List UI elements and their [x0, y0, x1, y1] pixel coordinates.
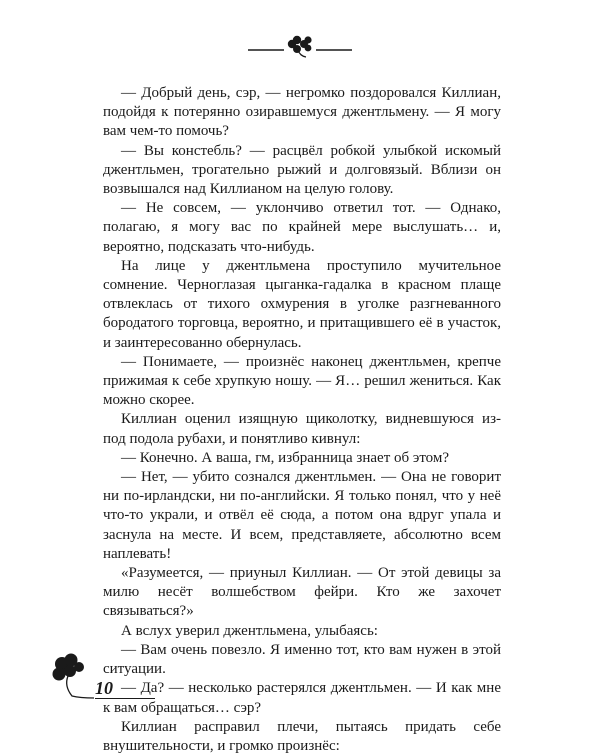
footer-clover-icon	[42, 650, 102, 700]
paragraph: — Понимаете, — произнёс наконец джентльмен, крепче прижимая к себе хрупкую ношу. — Я… решил жениться. Как можно скорее.	[103, 353, 501, 409]
paragraph: — Нет, — убито сознался джентльмен. — Она не говорит ни по-ирландски, ни по-английски. Я только понял, что у неё что-то украли, и отвёл её сюда, а потом она вдруг упала и заснула на месте. И всем, представляете, абсолютно всем наплевать!	[103, 469, 501, 562]
paragraph: А вслух уверил джентльмена, улыбаясь:	[121, 622, 378, 639]
body-text	[103, 84, 501, 756]
paragraph: Киллиан расправил плечи, пытаясь придать себе внушительности, и громко произнёс:	[103, 718, 501, 754]
paragraph: — Не совсем, — уклончиво ответил тот. — Однако, полагаю, я могу вас по крайней мере выслушать… и, вероятно, подсказать что-нибудь.	[103, 200, 501, 255]
footer-divider	[95, 698, 155, 699]
paragraph: «Разумеется, — приуныл Киллиан. — От этой девицы за милю несёт волшебством фейри. Кто же захочет связываться?»	[103, 565, 501, 620]
page-number: 10	[95, 678, 113, 698]
paragraph: На лице у джентльмена проступило мучительное сомнение. Черноглазая цыганка-гадалка в красном плаще отвлеклась от тихого охмурения в уголке разгневанного бородатого торговца, вероятно, и притащившего её в участок, и заинтересованно обернулась.	[103, 257, 501, 351]
top-clover-ornament-icon	[240, 30, 360, 62]
paragraph: — Вам очень повезло. Я именно тот, кто вам нужен в этой ситуации.	[103, 641, 501, 678]
paragraph: — Вы констебль? — расцвёл робкой улыбкой искомый джентльмен, трогательно рыжий и долговязый. Вблизи он возвышался над Киллианом на целую голову.	[103, 142, 501, 198]
paragraph: — Да? — несколько растерялся джентльмен. — И как мне к вам обращаться… сэр?	[103, 680, 501, 716]
paragraph: — Добрый день, сэр, — негромко поздоровался Киллиан, подойдя к потерянно озиравшемуся джентльмену. — Я могу вам чем-то помочь?	[103, 85, 501, 140]
paragraph: Киллиан оценил изящную щиколотку, видневшуюся из-под подола рубахи, и понятливо кивнул:	[103, 411, 501, 447]
paragraph: — Конечно. А ваша, гм, избранница знает об этом?	[121, 449, 450, 466]
